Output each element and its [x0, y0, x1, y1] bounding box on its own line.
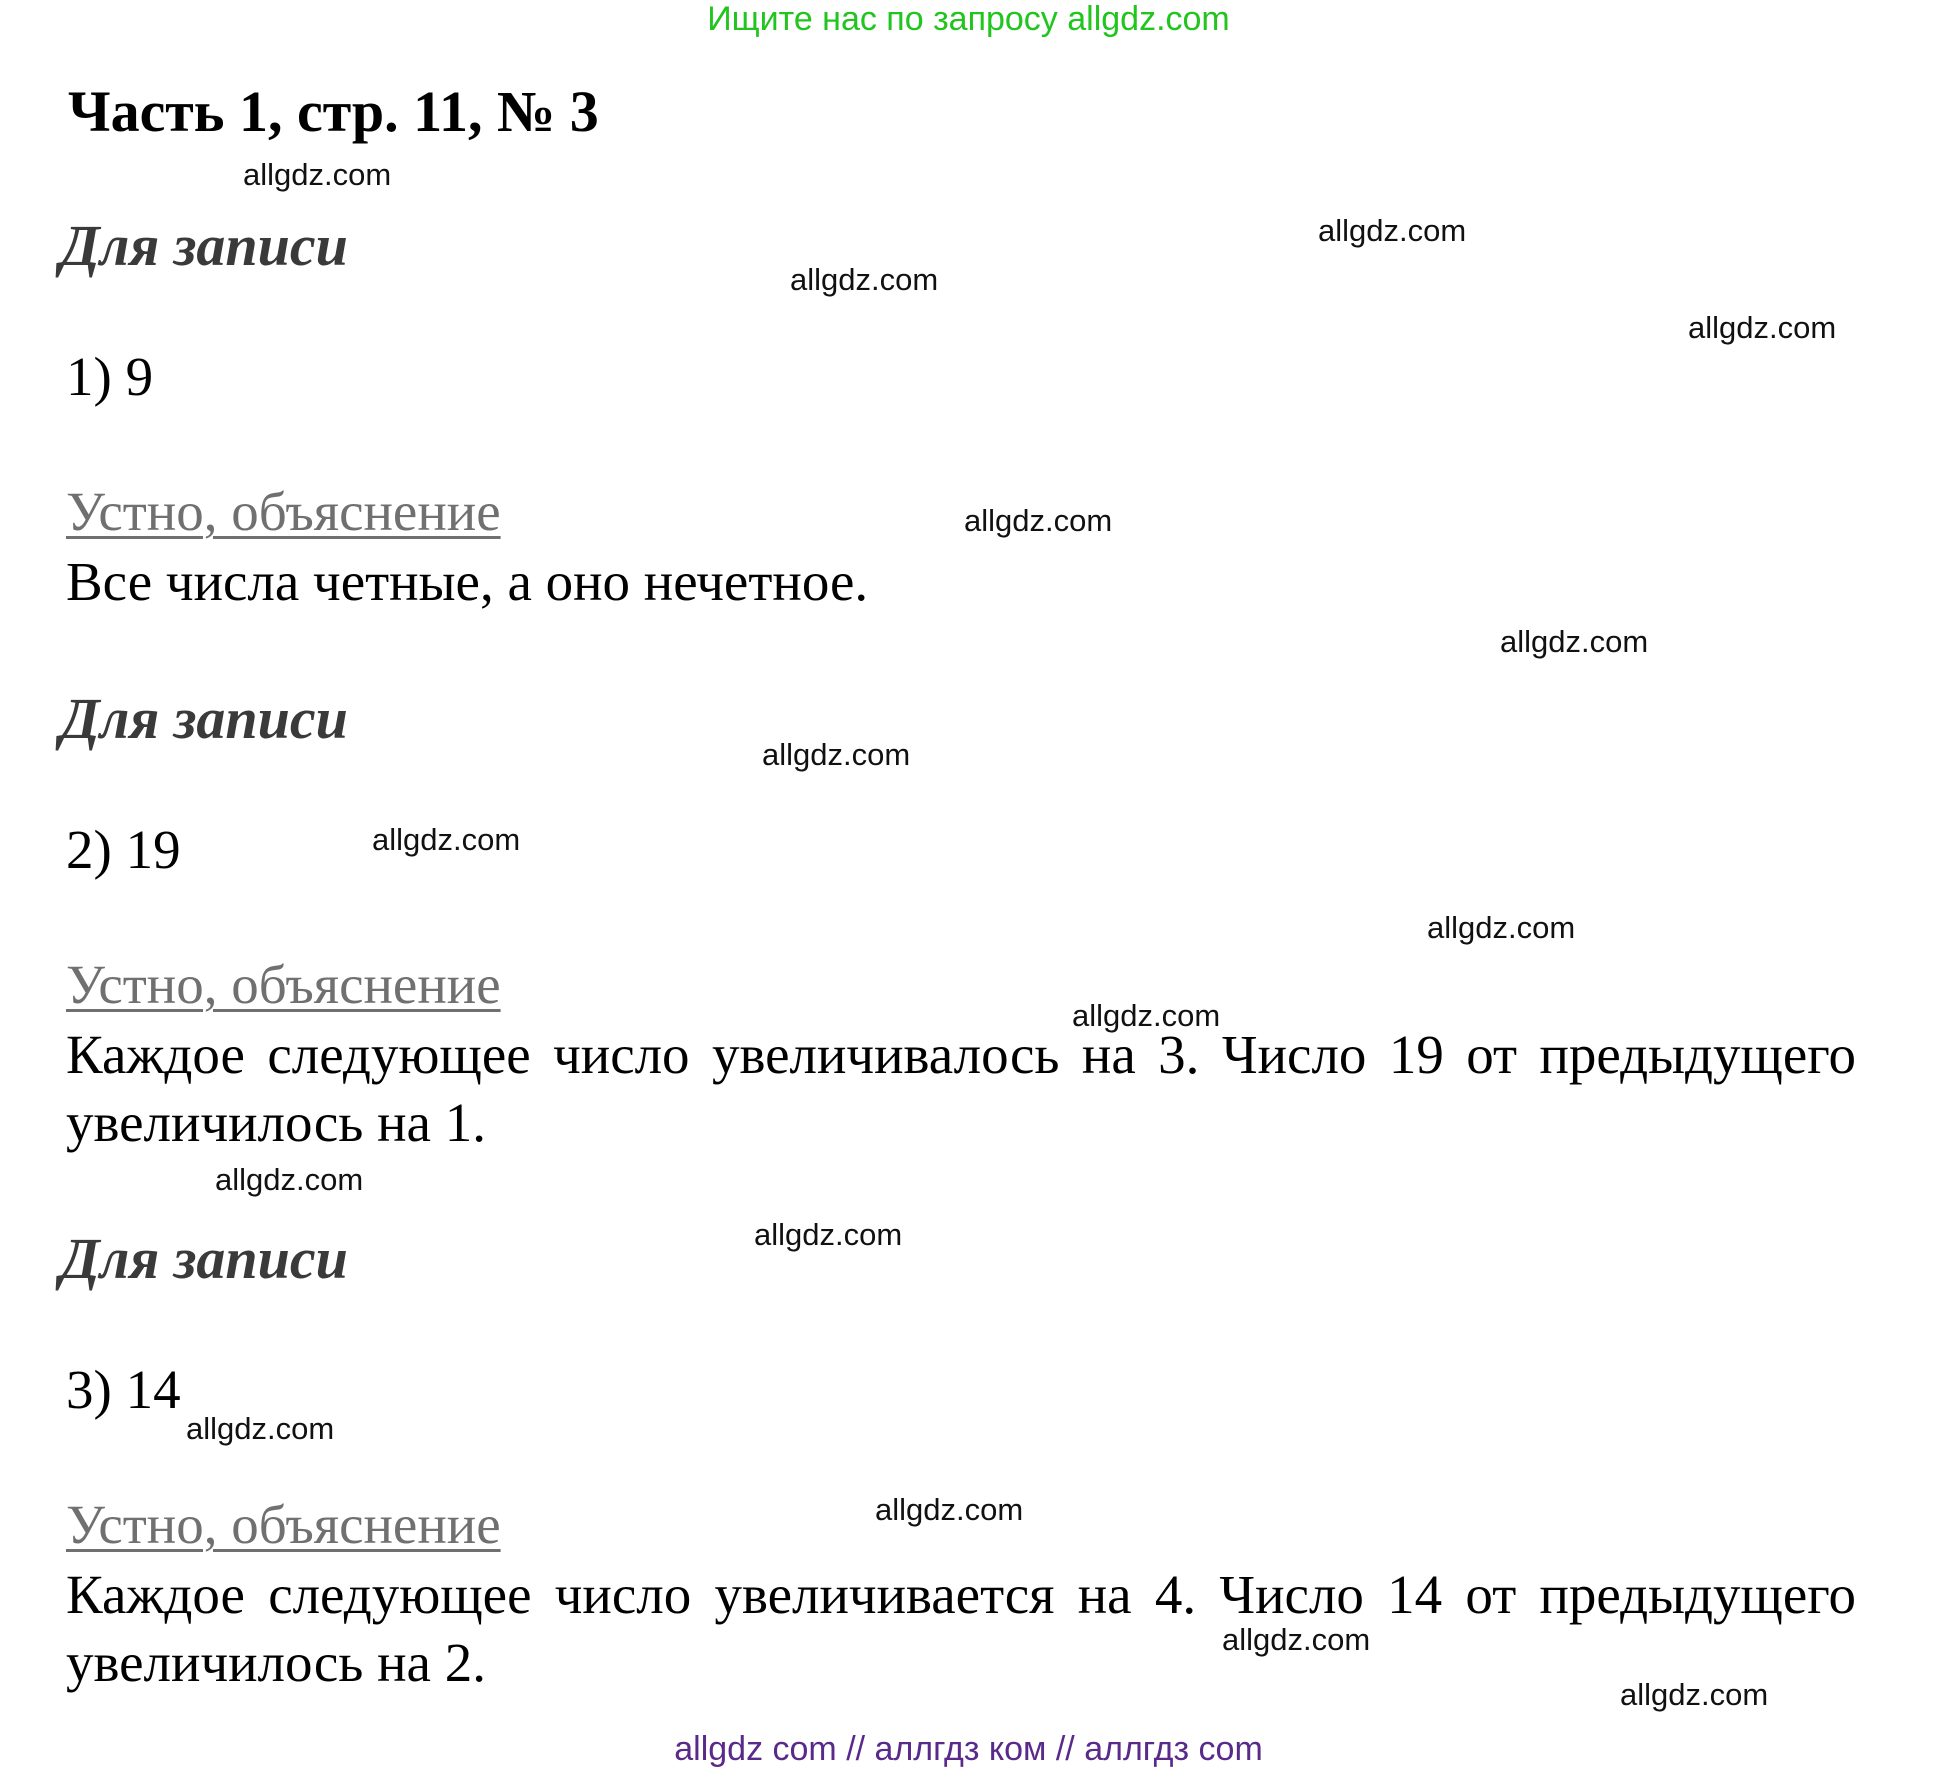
watermark: allgdz.com	[1500, 624, 1649, 659]
watermark: allgdz.com	[186, 1411, 335, 1446]
watermark: allgdz.com	[1222, 1622, 1371, 1657]
top-banner: Ищите нас по запросу allgdz.com	[707, 0, 1230, 38]
oral-label-3: Устно, объяснение	[66, 1494, 501, 1555]
watermark: allgdz.com	[1688, 310, 1837, 345]
watermark: allgdz.com	[964, 503, 1113, 538]
watermark: allgdz.com	[754, 1217, 903, 1252]
answer-1: 1) 9	[66, 346, 154, 407]
explanation-1: Все числа четные, а оно нечетное.	[66, 551, 869, 612]
watermark: allgdz.com	[215, 1162, 364, 1197]
explanation-2: Каждое следующее число увеличивалось на 3. Число 19 от предыдущего увеличилось на 1.	[66, 1024, 1856, 1153]
watermark: allgdz.com	[875, 1492, 1024, 1527]
watermark: allgdz.com	[1427, 910, 1576, 945]
write-label-2: Для записи	[60, 686, 348, 751]
explanation-3: Каждое следующее число увеличивается на 4. Число 14 от предыдущего увеличилось на 2.	[66, 1564, 1856, 1693]
watermark: allgdz.com	[243, 157, 392, 192]
page-title: Часть 1, стр. 11, № 3	[68, 79, 599, 144]
watermark: allgdz.com	[790, 262, 939, 297]
oral-label-1: Устно, объяснение	[66, 481, 501, 542]
answer-2: 2) 19	[66, 819, 181, 880]
watermark: allgdz.com	[1072, 998, 1221, 1033]
footer-links: allgdz com // аллгдз ком // аллгдз com	[674, 1730, 1263, 1768]
watermark: allgdz.com	[372, 822, 521, 857]
watermark: allgdz.com	[1620, 1677, 1769, 1712]
watermark: allgdz.com	[1318, 213, 1467, 248]
write-label-1: Для записи	[60, 213, 348, 278]
answer-3: 3) 14	[66, 1359, 181, 1420]
watermark: allgdz.com	[762, 737, 911, 772]
write-label-3: Для записи	[60, 1226, 348, 1291]
oral-label-2: Устно, объяснение	[66, 954, 501, 1015]
